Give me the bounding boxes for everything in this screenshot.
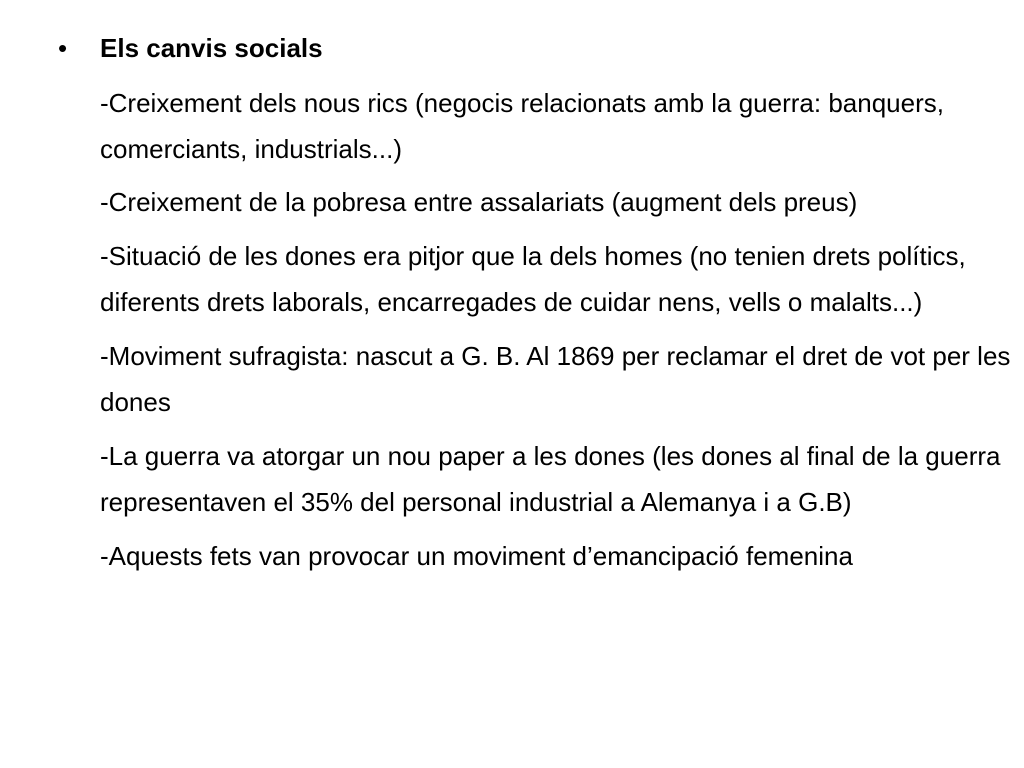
list-item-emancipation: -Aquests fets van provocar un moviment d’emancipació femenina bbox=[100, 541, 853, 571]
list-item-new-rich: -Creixement dels nous rics (negocis relacionats amb la guerra: banquers, comerciants, industrials...) bbox=[100, 88, 944, 164]
list-item-women-situation: -Situació de les dones era pitjor que la dels homes (no tenien drets polítics, diferents drets laborals, encarregades de cuidar nens, vells o malalts...) bbox=[100, 241, 966, 317]
list-item-war-women-role: -La guerra va atorgar un nou paper a les dones (les dones al final de la guerra representaven el 35% del personal industrial a Alemanya i a G.B) bbox=[100, 441, 1001, 517]
bullet-marker: • bbox=[58, 33, 68, 63]
slide-heading: Els canvis socials bbox=[100, 33, 323, 63]
heading-row bbox=[58, 28, 323, 68]
list-item-poverty: -Creixement de la pobresa entre assalariats (augment dels preus) bbox=[100, 187, 858, 217]
social-changes-list bbox=[100, 80, 1018, 587]
list-item-suffragist-movement: -Moviment sufragista: nascut a G. B. Al 1869 per reclamar el dret de vot per les dones bbox=[100, 341, 1011, 417]
